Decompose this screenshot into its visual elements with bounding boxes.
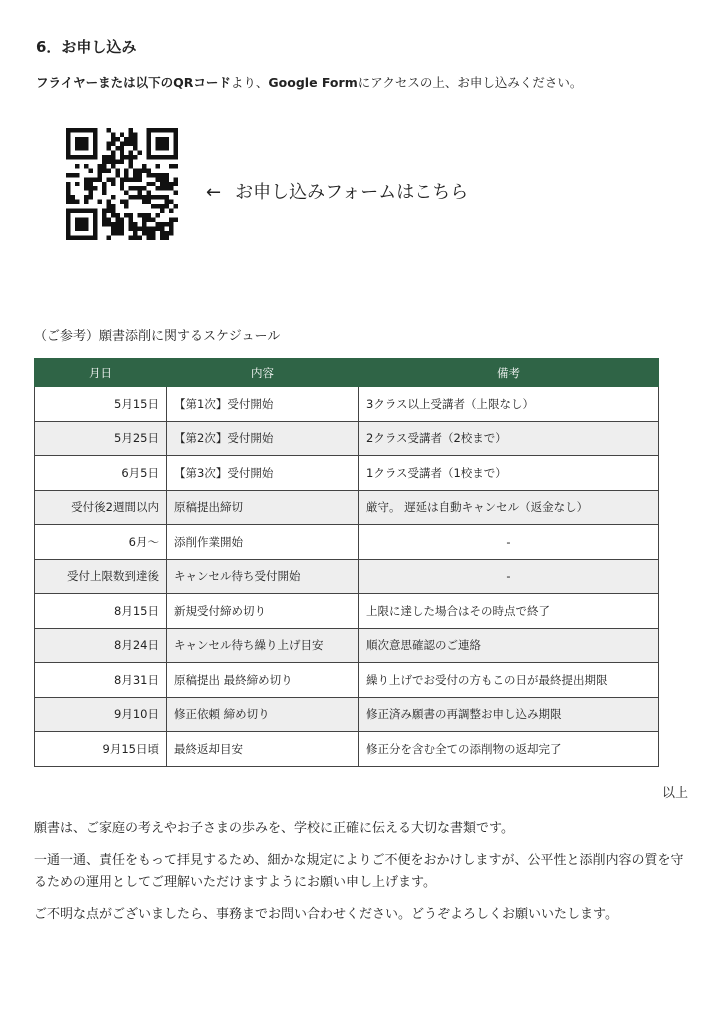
cell-content: キャンセル待ち受付開始	[167, 559, 359, 594]
cell-note: 修正分を含む全ての添削物の返却完了	[359, 732, 659, 767]
cell-date: 5月25日	[35, 421, 167, 456]
cell-date: 受付後2週間以内	[35, 490, 167, 525]
cell-content: 最終返却目安	[167, 732, 359, 767]
cell-content: 原稿提出 最終締め切り	[167, 663, 359, 698]
cell-content: 修正依頼 締め切り	[167, 697, 359, 732]
cell-note: 繰り上げでお受付の方もこの日が最終提出期限	[359, 663, 659, 698]
cell-note: -	[359, 559, 659, 594]
cell-content: 【第3次】受付開始	[167, 456, 359, 491]
section-heading: 6．お申し込み	[36, 38, 137, 56]
cell-note: 上限に達した場合はその時点で終了	[359, 594, 659, 629]
cell-content: 【第1次】受付開始	[167, 387, 359, 422]
left-arrow-icon: ←	[206, 182, 222, 203]
cell-date: 5月15日	[35, 387, 167, 422]
table-row	[35, 732, 659, 767]
table-header-row	[35, 359, 659, 387]
cell-date: 8月31日	[35, 663, 167, 698]
header-date: 月日	[35, 359, 167, 387]
cell-date: 受付上限数到達後	[35, 559, 167, 594]
cell-date: 9月10日	[35, 697, 167, 732]
table-row	[35, 525, 659, 560]
table-row	[35, 594, 659, 629]
header-note: 備考	[359, 359, 659, 387]
intro-text-2: にアクセスの上、お申し込みください。	[357, 75, 583, 90]
cell-note: 3クラス以上受講者（上限なし）	[359, 387, 659, 422]
intro-bold-2: Google Form	[268, 75, 358, 90]
table-row	[35, 697, 659, 732]
cell-note: 2クラス受講者（2校まで）	[359, 421, 659, 456]
closing-paragraph-1: 願書は、ご家庭の考えやお子さまの歩みを、学校に正確に伝える大切な書類です。	[34, 821, 514, 836]
cell-content: 新規受付締め切り	[167, 594, 359, 629]
header-content: 内容	[167, 359, 359, 387]
intro-text-1: より、	[230, 75, 269, 90]
schedule-caption: （ご参考）願書添削に関するスケジュール	[34, 329, 281, 344]
table-row	[35, 456, 659, 491]
cell-content: 【第2次】受付開始	[167, 421, 359, 456]
cell-content: キャンセル待ち繰り上げ目安	[167, 628, 359, 663]
intro-bold-1: フライヤーまたは以下のQRコード	[36, 75, 231, 90]
qr-caption-text: お申し込みフォームはこちら	[235, 182, 469, 203]
cell-content: 添削作業開始	[167, 525, 359, 560]
table-row	[35, 421, 659, 456]
schedule-table	[34, 358, 659, 767]
cell-date: 8月15日	[35, 594, 167, 629]
closing-mark: 以上	[661, 786, 688, 801]
qr-caption	[206, 178, 468, 204]
intro-text	[36, 73, 582, 91]
cell-note: 順次意思確認のご連絡	[359, 628, 659, 663]
table-row	[35, 663, 659, 698]
cell-date: 6月5日	[35, 456, 167, 491]
cell-note: -	[359, 525, 659, 560]
cell-note: 厳守。 遅延は自動キャンセル（返金なし）	[359, 490, 659, 525]
cell-date: 9月15日頃	[35, 732, 167, 767]
table-row	[35, 387, 659, 422]
cell-date: 6月〜	[35, 525, 167, 560]
closing-paragraph-3: ご不明な点がございましたら、事務までお問い合わせください。どうぞよろしくお願いいたします。	[34, 907, 618, 922]
cell-note: 1クラス受講者（1校まで）	[359, 456, 659, 491]
qr-code[interactable]	[66, 128, 178, 240]
cell-date: 8月24日	[35, 628, 167, 663]
table-row	[35, 559, 659, 594]
closing-paragraph-2: 一通一通、責任をもって拝見するため、細かな規定によりご不便をおかけしますが、公平性と添削内容の質を守るための運用としてご理解いただけますようにお願い申し上げます。	[34, 853, 684, 890]
table-row	[35, 628, 659, 663]
table-row	[35, 490, 659, 525]
cell-note: 修正済み願書の再調整お申し込み期限	[359, 697, 659, 732]
cell-content: 原稿提出締切	[167, 490, 359, 525]
